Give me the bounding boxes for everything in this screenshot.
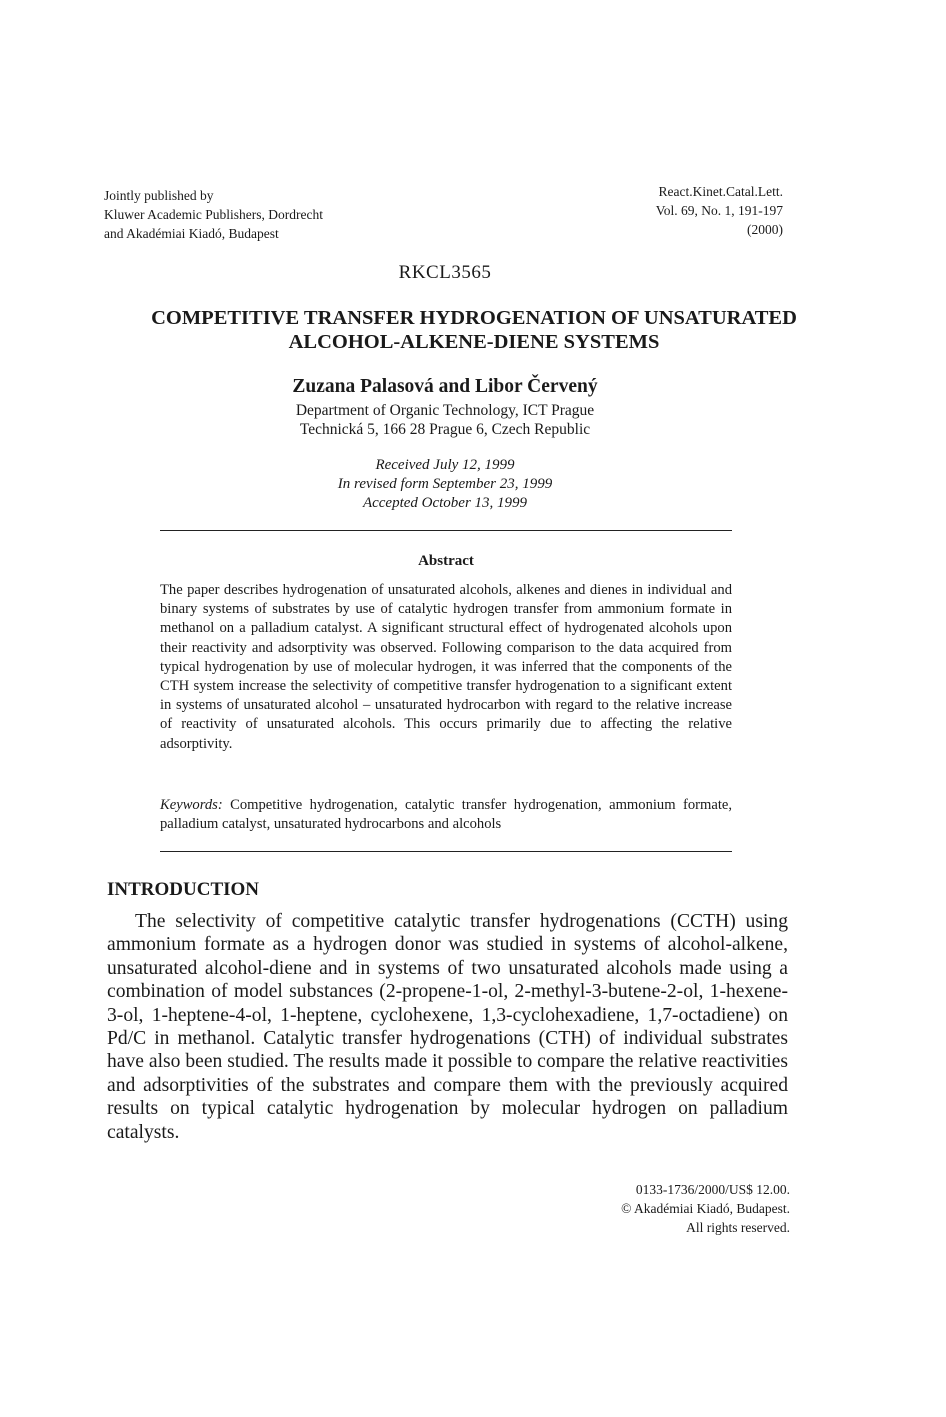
paper-title [60,306,888,354]
journal-line: (2000) [747,222,783,237]
title-line-2: ALCOHOL-ALKENE-DIENE SYSTEMS [288,331,660,353]
publisher-info [104,186,323,243]
publisher-line: Kluwer Academic Publishers, Dordrecht [104,207,323,222]
introduction-heading: INTRODUCTION [107,879,260,900]
affiliation-line-1: Department of Organic Technology, ICT Prague [295,402,595,419]
keywords [160,796,732,834]
date-accepted: Accepted October 13, 1999 [362,495,528,511]
divider-top [160,530,732,531]
introduction-text: The selectivity of competitive catalytic transfer hydrogenations (CCTH) using ammonium formate as a hydrogen donor was studied in systems of alcohol-alkene, unsaturated alcohol-diene and in systems of two unsaturated alcohols made using a combination of model substances (2-propene-1-ol, 2-methyl-3-butene-2-ol, 1-hexene-3-ol, 1-heptene-4-ol, 1-heptene, cyclohexene, 1,3-cyclohexadiene, 1,7-octadiene) on Pd/C in methanol. Catalytic transfer hydrogenations (CTH) of individual substrates have also been studied. The results made it possible to compare the relative reactivities and adsorptivities of the substrates and compare them with the previously acquired results on typical catalytic hydrogenation by molecular hydrogen on palladium catalysts. [107,911,788,1143]
divider-bottom [160,851,732,852]
journal-line: React.Kinet.Catal.Lett. [658,184,783,199]
date-revised: In revised form September 23, 1999 [337,476,553,492]
copyright-line: © Akadémiai Kiadó, Budapest. [621,1201,790,1216]
affiliation [0,401,890,439]
abstract-text: The paper describes hydrogenation of unsaturated alcohols, alkenes and dienes in individual and binary systems of substrates by use of catalytic hydrogen transfer from ammonium formate in methanol on a palladium catalyst. A significant structural effect of hydrogenated alcohols upon their reactivity and adsorptivity was observed. Following comparison to the data acquired from typical hydrogenation by use of molecular hydrogen, it was inferred that the components of the CTH system increase the selectivity of competitive transfer hydrogenation to a significant extent in systems of unsaturated alcohol – unsaturated hydrocarbon with regard to the relative increase of reactivity of unsaturated alcohols. This occurs primarily due to affecting the relative adsorptivity. [160,582,732,752]
abstract-heading: Abstract [418,553,474,569]
keywords-text: Competitive hydrogenation, catalytic transfer hydrogenation, ammonium formate, palladium catalyst, unsaturated hydrocarbons and alcohols [160,797,732,833]
article-dates [0,456,890,513]
journal-line: Vol. 69, No. 1, 191-197 [655,203,783,218]
authors: Zuzana Palasová and Libor Červený [292,376,598,397]
affiliation-line-2: Technická 5, 166 28 Prague 6, Czech Republic [299,421,591,438]
keywords-label: Keywords: [160,797,223,813]
date-received: Received July 12, 1999 [375,457,515,473]
copyright-line: All rights reserved. [686,1220,790,1235]
title-line-1: COMPETITIVE TRANSFER HYDROGENATION OF UNSATURATED [151,307,797,329]
copyright-notice [621,1180,790,1237]
publisher-line: Jointly published by [104,188,214,203]
journal-citation [656,182,783,239]
publisher-line: and Akadémiai Kiadó, Budapest [104,226,279,241]
copyright-line: 0133-1736/2000/US$ 12.00. [635,1182,790,1197]
article-code: RKCL3565 [398,262,492,283]
